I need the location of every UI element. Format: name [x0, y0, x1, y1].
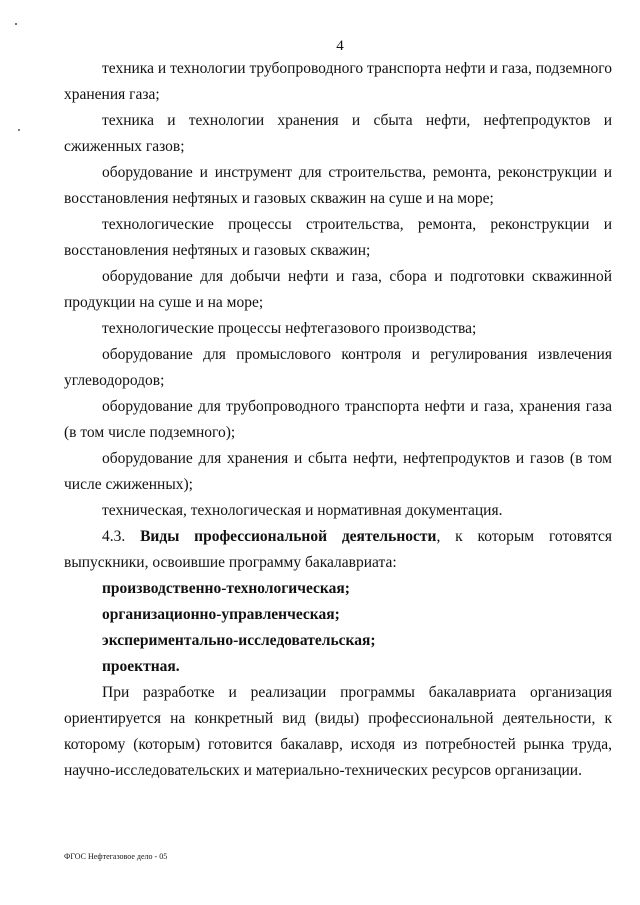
paragraph: оборудование для хранения и сбыта нефти, нефтепродуктов и газов (в том числе сжиженных);	[64, 450, 612, 493]
scan-speck	[18, 129, 20, 131]
activity-type: производственно-технологическая;	[102, 580, 350, 597]
paragraph: оборудование и инструмент для строительства, ремонта, реконструкции и восстановления нефтяных и газовых скважин на суше и на море;	[64, 164, 612, 207]
paragraph: техническая, технологическая и нормативная документация.	[102, 502, 503, 519]
activity-type: экспериментально-исследовательская;	[102, 632, 376, 649]
paragraph: оборудование для добычи нефти и газа, сбора и подготовки скважинной продукции на суше и на море;	[64, 268, 612, 311]
paragraph: технологические процессы строительства, ремонта, реконструкции и восстановления нефтяных и газовых скважин;	[64, 216, 612, 259]
paragraph: техника и технологии трубопроводного транспорта нефти и газа, подземного хранения газа;	[64, 60, 612, 103]
section-paragraph	[64, 524, 612, 576]
section-heading: Виды профессиональной деятельности	[140, 528, 437, 545]
paragraph: оборудование для промыслового контроля и регулирования извлечения углеводородов;	[64, 346, 612, 389]
activity-type: организационно-управленческая;	[102, 606, 340, 623]
scan-speck	[15, 23, 17, 25]
closing-paragraph: При разработке и реализации программы бакалавриата организация ориентируется на конкретный вид (виды) профессиональной деятельности, к которому (которым) готовится бакалавр, исходя из потребностей рынка труда, научно-исследовательских и материально-технических ресурсов организации.	[64, 684, 612, 779]
section-text: , к которым готовятся выпускники, освоившие программу бакалавриата:	[64, 528, 612, 571]
paragraph: технологические процессы нефтегазового производства;	[102, 320, 477, 337]
section-number: 4.3.	[102, 528, 126, 545]
page-number: 4	[336, 38, 344, 54]
document-body	[64, 56, 612, 784]
paragraph: техника и технологии хранения и сбыта нефти, нефтепродуктов и сжиженных газов;	[64, 112, 612, 155]
paragraph: оборудование для трубопроводного транспорта нефти и газа, хранения газа (в том числе подземного);	[64, 398, 612, 441]
activity-type: проектная.	[102, 658, 180, 675]
footer-text: ФГОС Нефтегазовое дело - 05	[64, 852, 168, 861]
